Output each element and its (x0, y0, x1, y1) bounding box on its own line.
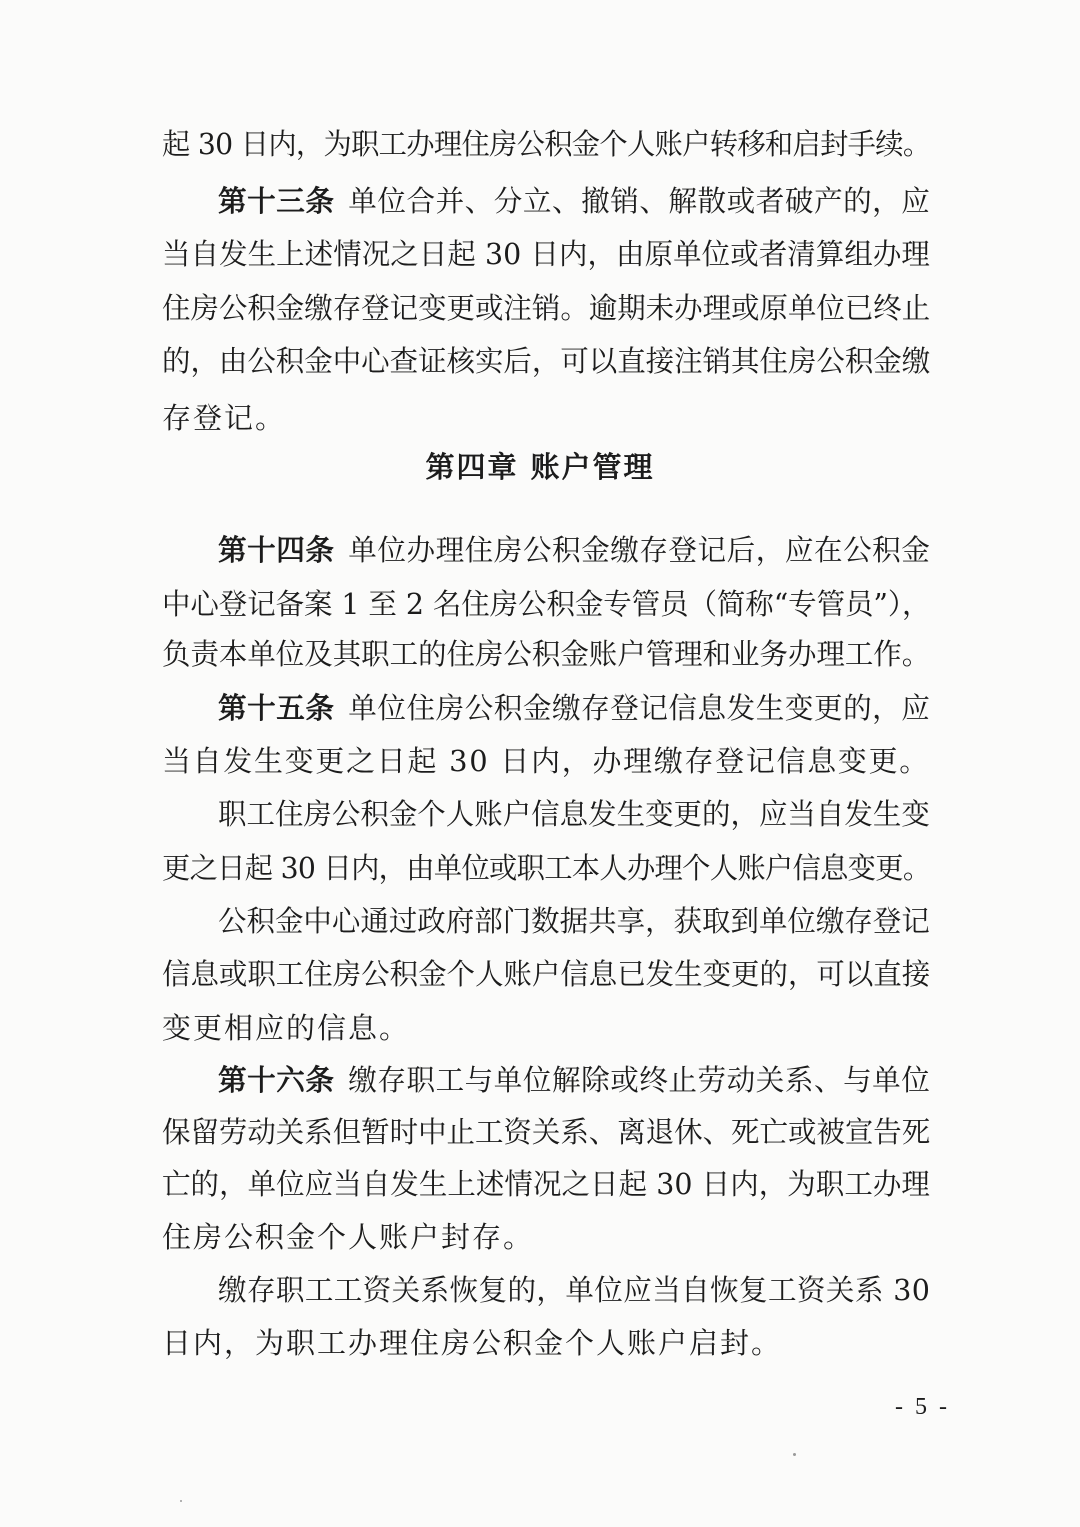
text-line (162, 341, 930, 381)
text-line (162, 1112, 930, 1152)
line-text: 中心登记备案 1 至 2 名住房公积金专管员（简称“专管员”）， (162, 587, 931, 621)
line-text: 当自发生上述情况之日起 30 日内，由原单位或者清算组办理 (162, 237, 930, 271)
text-line (162, 1323, 782, 1363)
line-text: 缴存职工与单位解除或终止劳动关系、与单位 (348, 1063, 931, 1097)
article-heading: 第十五条 (218, 691, 335, 725)
line-text: 存登记。 (162, 401, 287, 435)
page-number: - 5 - (895, 1394, 950, 1420)
text-line (218, 794, 930, 834)
line-text: 起 30 日内，为职工办理住房公积金个人账户转移和启封手续。 (162, 127, 931, 161)
text-line (218, 901, 930, 941)
text-line (162, 848, 930, 888)
line-text: 日内，为职工办理住房公积金个人账户启封。 (162, 1326, 783, 1360)
text-line (162, 1164, 930, 1204)
text-line (162, 954, 930, 994)
line-text: 更之日起 30 日内，由单位或职工本人办理个人账户信息变更。 (162, 851, 931, 885)
line-text: 亡的，单位应当自发生上述情况之日起 30 日内，为职工办理 (162, 1167, 930, 1201)
article-heading: 第十四条 (218, 533, 335, 567)
line-text: 负责本单位及其职工的住房公积金账户管理和业务办理工作。 (162, 637, 931, 671)
line-text: 单位住房公积金缴存登记信息发生变更的，应 (348, 691, 931, 725)
article-heading: 第十三条 (218, 184, 335, 218)
line-text: 的，由公积金中心查证核实后，可以直接注销其住房公积金缴 (162, 344, 931, 378)
line-text: 缴存职工工资关系恢复的，单位应当自恢复工资关系 30 (218, 1273, 931, 1307)
article-line (218, 1060, 930, 1100)
article-line (218, 530, 930, 570)
text-line (162, 584, 930, 624)
text-line (162, 288, 930, 328)
article-heading: 第十六条 (218, 1063, 335, 1097)
line-text: 公积金中心通过政府部门数据共享，获取到单位缴存登记 (218, 904, 930, 938)
text-line (218, 1270, 930, 1310)
line-text: 当自发生变更之日起 30 日内，办理缴存登记信息变更。 (162, 744, 930, 778)
text-line (162, 1008, 410, 1048)
line-text: 单位合并、分立、撤销、解散或者破产的，应 (348, 184, 931, 218)
text-line (162, 1217, 534, 1257)
scan-speck (180, 1500, 182, 1502)
text-line (162, 634, 930, 674)
text-line (162, 398, 286, 438)
article-line (218, 181, 930, 221)
text-line (162, 741, 930, 781)
line-text: 信息或职工住房公积金个人账户信息已发生变更的，可以直接 (162, 957, 931, 991)
text-line (162, 234, 930, 274)
line-text: 保留劳动关系但暂时中止工资关系、离退休、死亡或被宣告死 (162, 1115, 931, 1149)
line-text: 住房公积金个人账户封存。 (162, 1220, 535, 1254)
scan-speck (793, 1453, 796, 1456)
line-text: 职工住房公积金个人账户信息发生变更的，应当自发生变 (218, 797, 930, 831)
line-text: 变更相应的信息。 (162, 1011, 411, 1045)
line-text: 住房公积金缴存登记变更或注销。逾期未办理或原单位已终止 (162, 291, 931, 325)
chapter-title: 第四章 账户管理 (425, 450, 655, 484)
line-text: 单位办理住房公积金缴存登记后，应在公积金 (348, 533, 931, 567)
text-line (162, 124, 930, 164)
article-line (218, 688, 930, 728)
